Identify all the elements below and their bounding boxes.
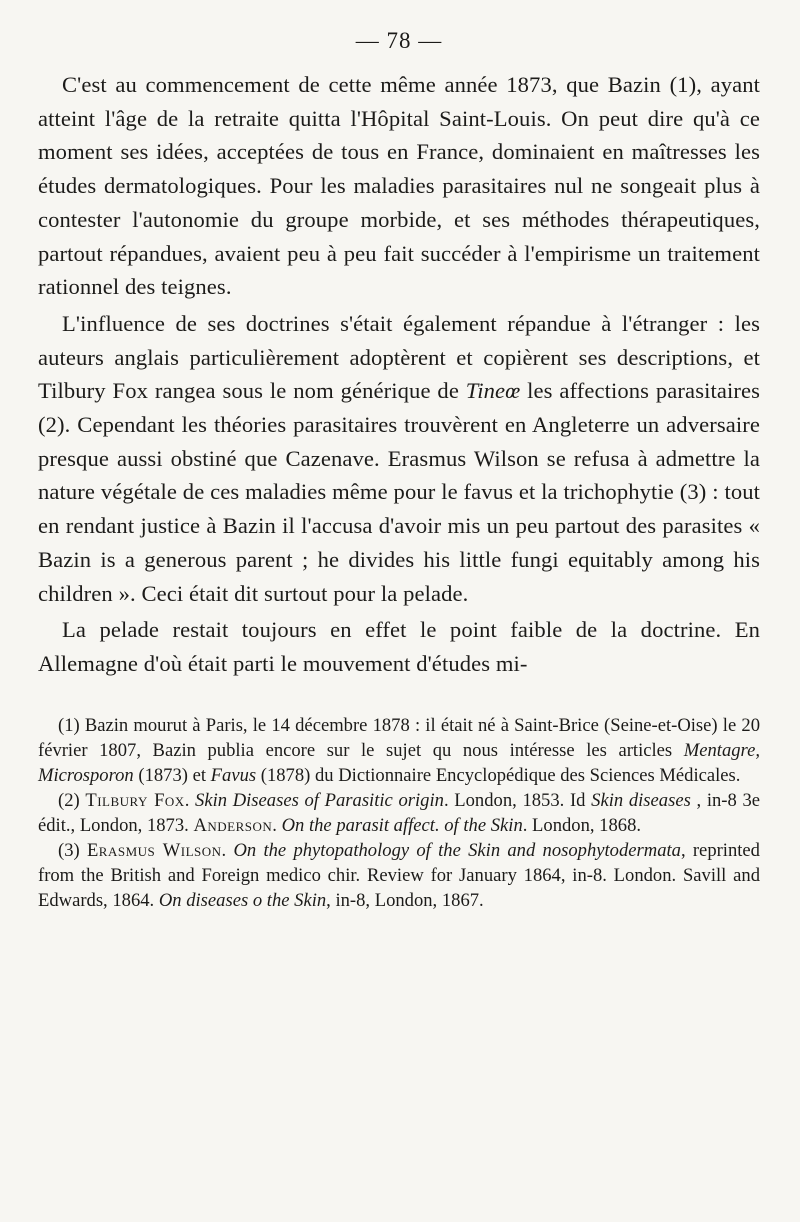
footnote-1-text-b: (1873) et xyxy=(133,764,211,786)
paragraph-3: La pelade restait toujours en effet le point faible de la doctrine. En Allemagne d'où était parti le mouvement d'études mi- xyxy=(38,617,760,676)
footnote-2-text-b: , in-8 3e édit., London, 1873. xyxy=(38,789,760,836)
footnote-2-mark: (2) xyxy=(58,789,86,811)
footnote-3 xyxy=(38,838,760,913)
footnote-3-author: Erasmus Wilson xyxy=(86,839,222,861)
page-number: — 78 — xyxy=(355,28,443,53)
footnote-2 xyxy=(38,788,760,838)
footnote-3-italic-a: On the phytopathology of the Skin and nosophytodermata xyxy=(233,839,681,861)
paragraph-2-text-b: les affections parasitaires (2). Cependant les théories parasitaires trouvèrent en Angleterre un adversaire presque aussi obstiné que Cazenave. Erasmus Wilson se refusa à admettre la nature végétale de ces maladies même pour le favus et la trichophytie (3) : tout en rendant justice à Bazin il l'accusa d'avoir mis un peu partout des parasites « Bazin is a generous parent ; he divides his little fungi equitably among his children ». Ceci était dit surtout pour la pelade. xyxy=(38,378,760,606)
footnote-2-author2: Anderson xyxy=(193,814,273,836)
footnotes xyxy=(38,713,760,913)
footnote-2-text-c: . London, 1868. xyxy=(522,814,642,836)
footnote-1-italic-a: Mentagre, Microsporon xyxy=(38,739,760,786)
footnote-2-sep2: . xyxy=(272,814,282,836)
footnote-3-sep1: . xyxy=(221,839,234,861)
footnote-3-italic-b: On diseases o the Skin xyxy=(158,889,327,911)
footnote-2-sep1: . xyxy=(184,789,196,811)
main-text xyxy=(38,68,760,681)
paragraph-2-text-a: L'influence de ses doctrines s'était également répandue à l'étranger : les auteurs anglais particulièrement adoptèrent et copièrent ses descriptions, et Tilbury Fox rangea sous le nom générique de xyxy=(38,310,760,404)
footnote-1 xyxy=(38,713,760,788)
footnote-2-italic-a: Skin Diseases of Parasitic origin xyxy=(195,789,444,811)
footnote-1-text-a: (1) Bazin mourut à Paris, le 14 décembre 1878 : il était né à Saint-Brice (Seine-et-Oise) le 20 février 1807, Bazin publia encore sur le sujet qu nous intéresse les articles xyxy=(38,714,760,761)
paragraph-2 xyxy=(38,307,760,610)
footnote-2-text-a: . London, 1853. Id xyxy=(443,789,592,811)
footnote-3-mark: (3) xyxy=(58,839,87,861)
footnote-2-author: Tilbury Fox xyxy=(85,789,185,811)
footnote-3-text-b: , in-8, London, 1867. xyxy=(326,889,484,911)
footnote-2-italic-b: Skin diseases xyxy=(591,789,691,811)
footnote-1-italic-b: Favus xyxy=(210,764,257,786)
paragraph-1: C'est au commencement de cette même année 1873, que Bazin (1), ayant atteint l'âge de la retraite quitta l'Hôpital Saint-Louis. On peut dire qu'à ce moment ses idées, acceptées de tous en France, dominaient en maîtresses les études dermatologiques. Pour les maladies parasitaires nul ne songeait plus à contester l'autonomie du groupe morbide, et ses méthodes thérapeutiques, partout répandues, avaient peu à peu fait succéder à l'empirisme un traitement rationnel des teignes. xyxy=(38,72,760,300)
paragraph-2-italic: Tineœ xyxy=(465,378,521,404)
footnote-2-italic-c: On the parasit affect. of the Skin xyxy=(281,814,523,836)
footnote-1-text-c: (1878) du Dictionnaire Encyclopédique des Sciences Médicales. xyxy=(256,764,741,786)
footnote-3-text-a: , reprinted from the British and Foreign medico chir. Review for January 1864, in-8. London. Savill and Edwards, 1864. xyxy=(38,839,760,911)
